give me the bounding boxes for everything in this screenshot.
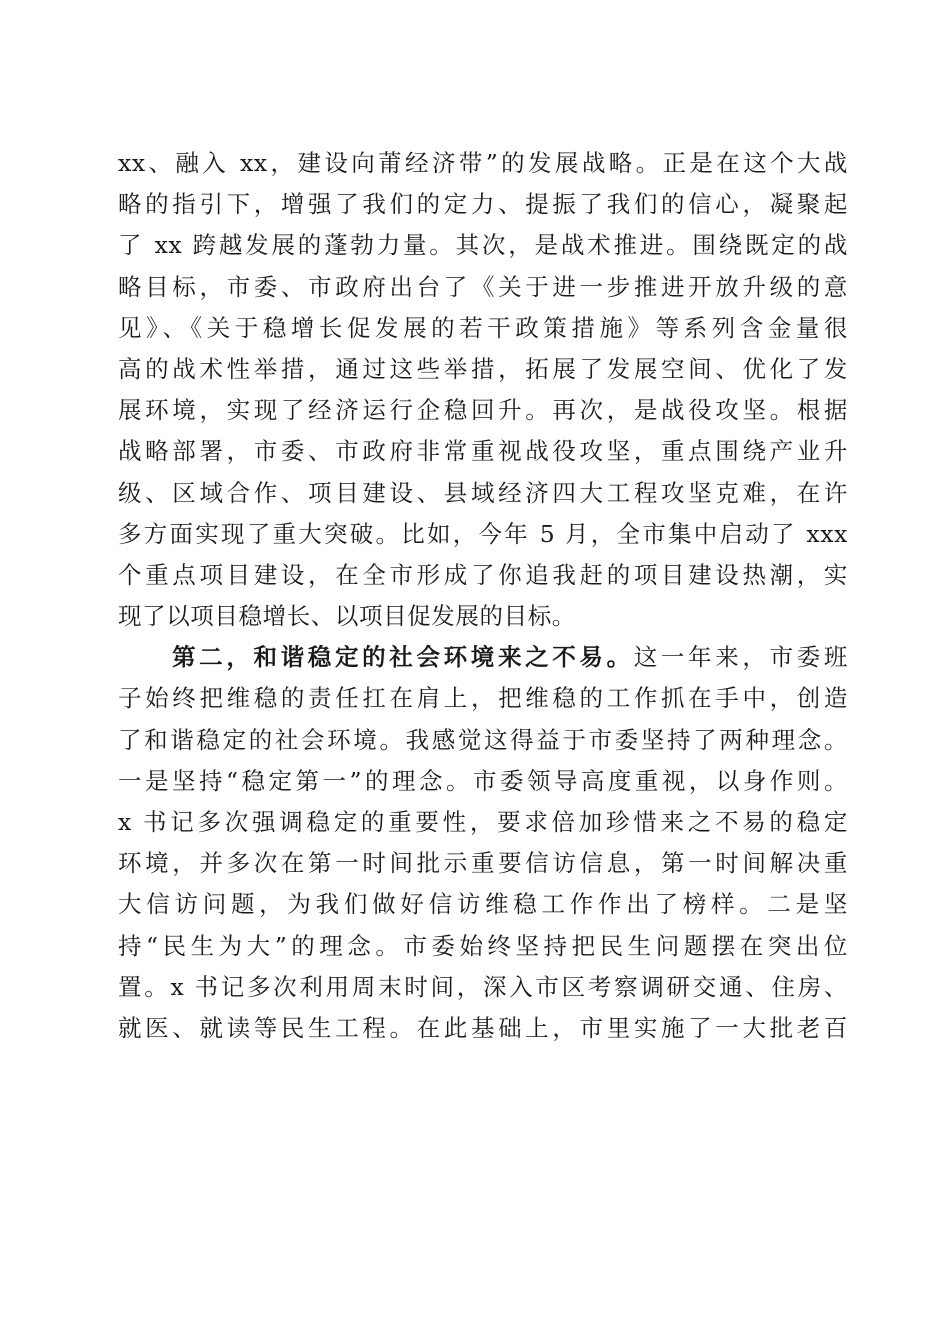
text-line: 略目标，市委、市政府出台了《关于进一步推进开放升级的意 (118, 272, 848, 301)
text-line: 现了以项目稳增长、以项目促发展的目标。 (118, 602, 576, 631)
text-line: 一是坚持“稳定第一”的理念。市委领导高度重视，以身作则。 (118, 766, 848, 795)
text-line: 置。x 书记多次利用周末时间，深入市区考察调研交通、住房、 (118, 972, 848, 1001)
document-body (118, 143, 848, 1049)
text-line: 略的指引下，增强了我们的定力、提振了我们的信心，凝聚起 (118, 190, 848, 219)
text-fragment: 这一年来，市委班 (633, 643, 848, 672)
text-line: 高的战术性举措，通过这些举措，拓展了发展空间、优化了发 (118, 354, 848, 383)
section-heading: 第二，和谐稳定的社会环境来之不易。 (172, 643, 634, 672)
paragraph-2 (118, 637, 848, 1049)
text-line: x 书记多次强调稳定的重要性，要求倍加珍惜来之不易的稳定 (118, 808, 848, 836)
text-line: 了 xx 跨越发展的蓬勃力量。其次，是战术推进。围绕既定的战 (118, 231, 848, 260)
text-line: 了和谐稳定的社会环境。我感觉这得益于市委坚持了两种理念。 (118, 725, 848, 754)
text-line: 战略部署，市委、市政府非常重视战役攻坚，重点围绕产业升 (118, 437, 848, 466)
text-line: 环境，并多次在第一时间批示重要信访信息，第一时间解决重 (118, 849, 848, 878)
text-line: 就医、就读等民生工程。在此基础上，市里实施了一大批老百 (118, 1013, 848, 1042)
paragraph-1 (118, 143, 848, 637)
text-line: 子始终把维稳的责任扛在肩上，把维稳的工作抓在手中，创造 (118, 684, 848, 713)
paragraph-2-first-line (118, 637, 848, 678)
text-line: 见》、《关于稳增长促发展的若干政策措施》等系列含金量很 (118, 313, 848, 342)
text-line: 级、区域合作、项目建设、县域经济四大工程攻坚克难，在许 (118, 478, 848, 507)
text-line: 展环境，实现了经济运行企稳回升。再次，是战役攻坚。根据 (118, 396, 848, 425)
text-line: 个重点项目建设，在全市形成了你追我赶的项目建设热潮，实 (118, 560, 848, 589)
text-line: 多方面实现了重大突破。比如，今年 5 月，全市集中启动了 xxx (118, 519, 848, 548)
text-line: 大信访问题，为我们做好信访维稳工作作出了榜样。二是坚 (118, 890, 848, 919)
text-line: 持“民生为大”的理念。市委始终坚持把民生问题摆在突出位 (118, 931, 848, 960)
text-line: xx、融入 xx，建设向莆经济带”的发展战略。正是在这个大战 (118, 149, 848, 177)
